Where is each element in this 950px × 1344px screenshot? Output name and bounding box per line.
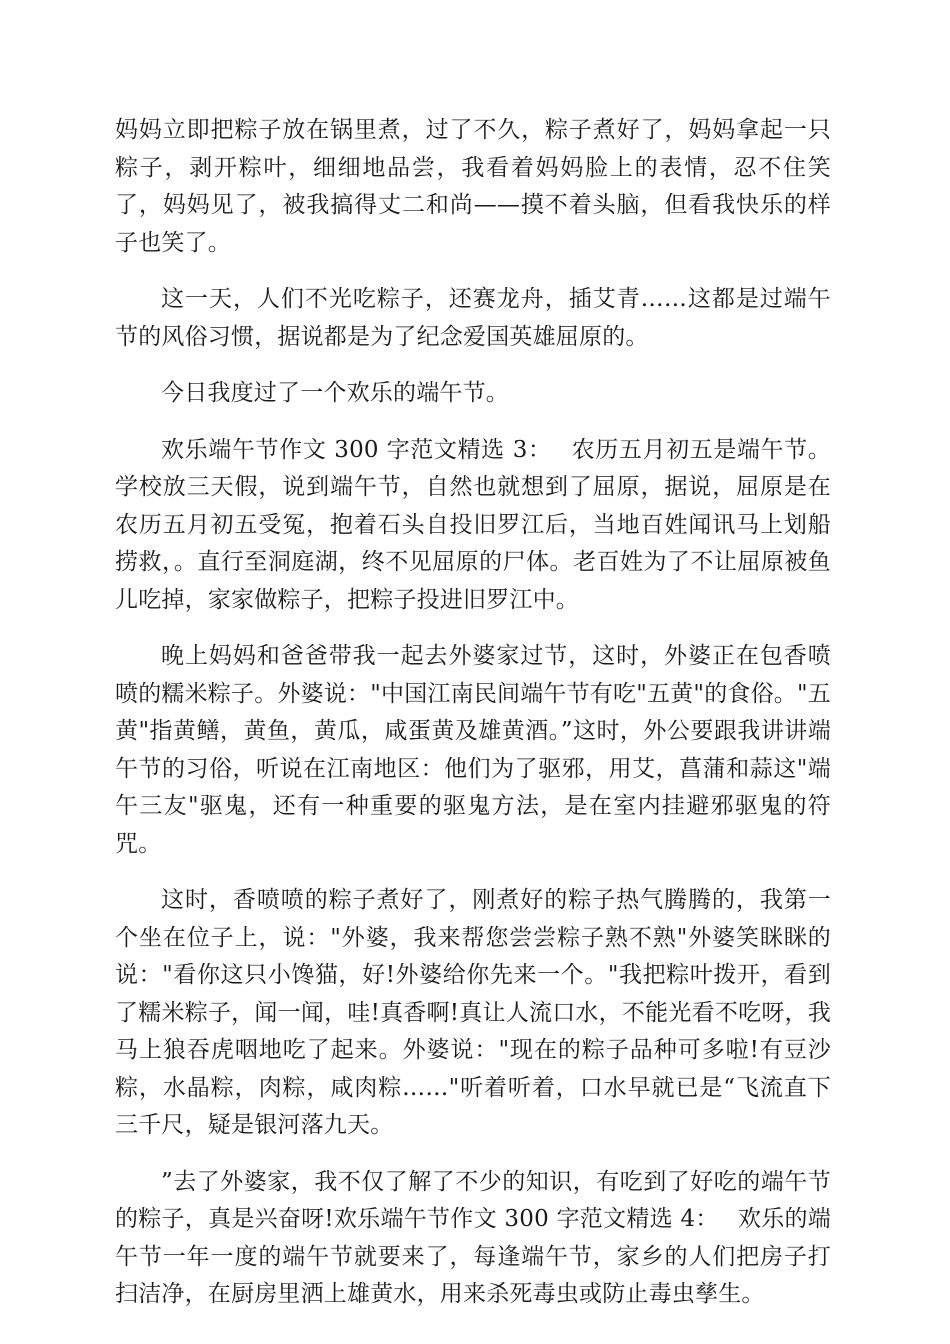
paragraph-2: 这一天，人们不光吃粽子，还赛龙舟，插艾青……这都是过端午节的风俗习惯，据说都是为了纪念爱国英雄屈原的。 — [115, 286, 831, 350]
paragraph-6: 这时，香喷喷的粽子煮好了，刚煮好的粽子热气腾腾的，我第一个坐在位子上，说："外婆，我来帮您尝尝粽子熟不熟"外婆笑眯眯的说："看你这只小馋猫，好!外婆给你先来一个。"我把粽叶拨开，看到了糯米粽子，闻一闻，哇!真香啊!真让人流口水，不能光看不吃呀，我马上狼吞虎咽地吃了起来。外婆说："现在的粽子品种可多啦!有豆沙粽，水晶粽，肉粽，咸肉粽……"听着听着，口水早就已是“飞流直下三千尺，疑是银河落九天。 — [115, 887, 831, 1138]
paragraph-3: 今日我度过了一个欢乐的端午节。 — [161, 380, 509, 406]
paragraph-1: 妈妈立即把粽子放在锅里煮，过了不久，粽子煮好了，妈妈拿起一只粽子，剥开粽叶，细细地品尝，我看着妈妈脸上的表情，忍不住笑了，妈妈见了，被我搞得丈二和尚——摸不着头脑，但看我快乐的样子也笑了。 — [115, 117, 831, 256]
paragraph-5: 晚上妈妈和爸爸带我一起去外婆家过节，这时，外婆正在包香喷喷的糯米粽子。外婆说："中国江南民间端午节有吃"五黄"的食俗。"五黄"指黄鳝，黄鱼，黄瓜，咸蛋黄及雄黄酒。”这时，外公要跟我讲讲端午节的习俗，听说在江南地区：他们为了驱邪，用艾，菖蒲和蒜这"端午三友"驱鬼，还有一种重要的驱鬼方法，是在室内挂避邪驱鬼的符咒。 — [115, 643, 831, 857]
paragraph-4: 欢乐端午节作文 300 字范文精选 3： 农历五月初五是端午节。学校放三天假，说到端午节，自然也就想到了屈原，据说，屈原是在农历五月初五受冤，抱着石头自投旧罗江后，当地百姓闻讯马上划船捞救，。直行至洞庭湖，终不见屈原的尸体。老百姓为了不让屈原被鱼儿吃掉，家家做粽子，把粽子投进旧罗江中。 — [115, 436, 831, 613]
paragraph-7: ”去了外婆家，我不仅了解了不少的知识，有吃到了好吃的端午节的粽子，真是兴奋呀!欢乐端午节作文 300 字范文精选 4： 欢乐的端午节一年一度的端午节就要来了，每逢端午节，家乡的人们把房子打扫洁净，在厨房里洒上雄黄水，用来杀死毒虫或防止毒虫孳生。 — [115, 1168, 831, 1307]
document-body — [115, 112, 831, 1333]
